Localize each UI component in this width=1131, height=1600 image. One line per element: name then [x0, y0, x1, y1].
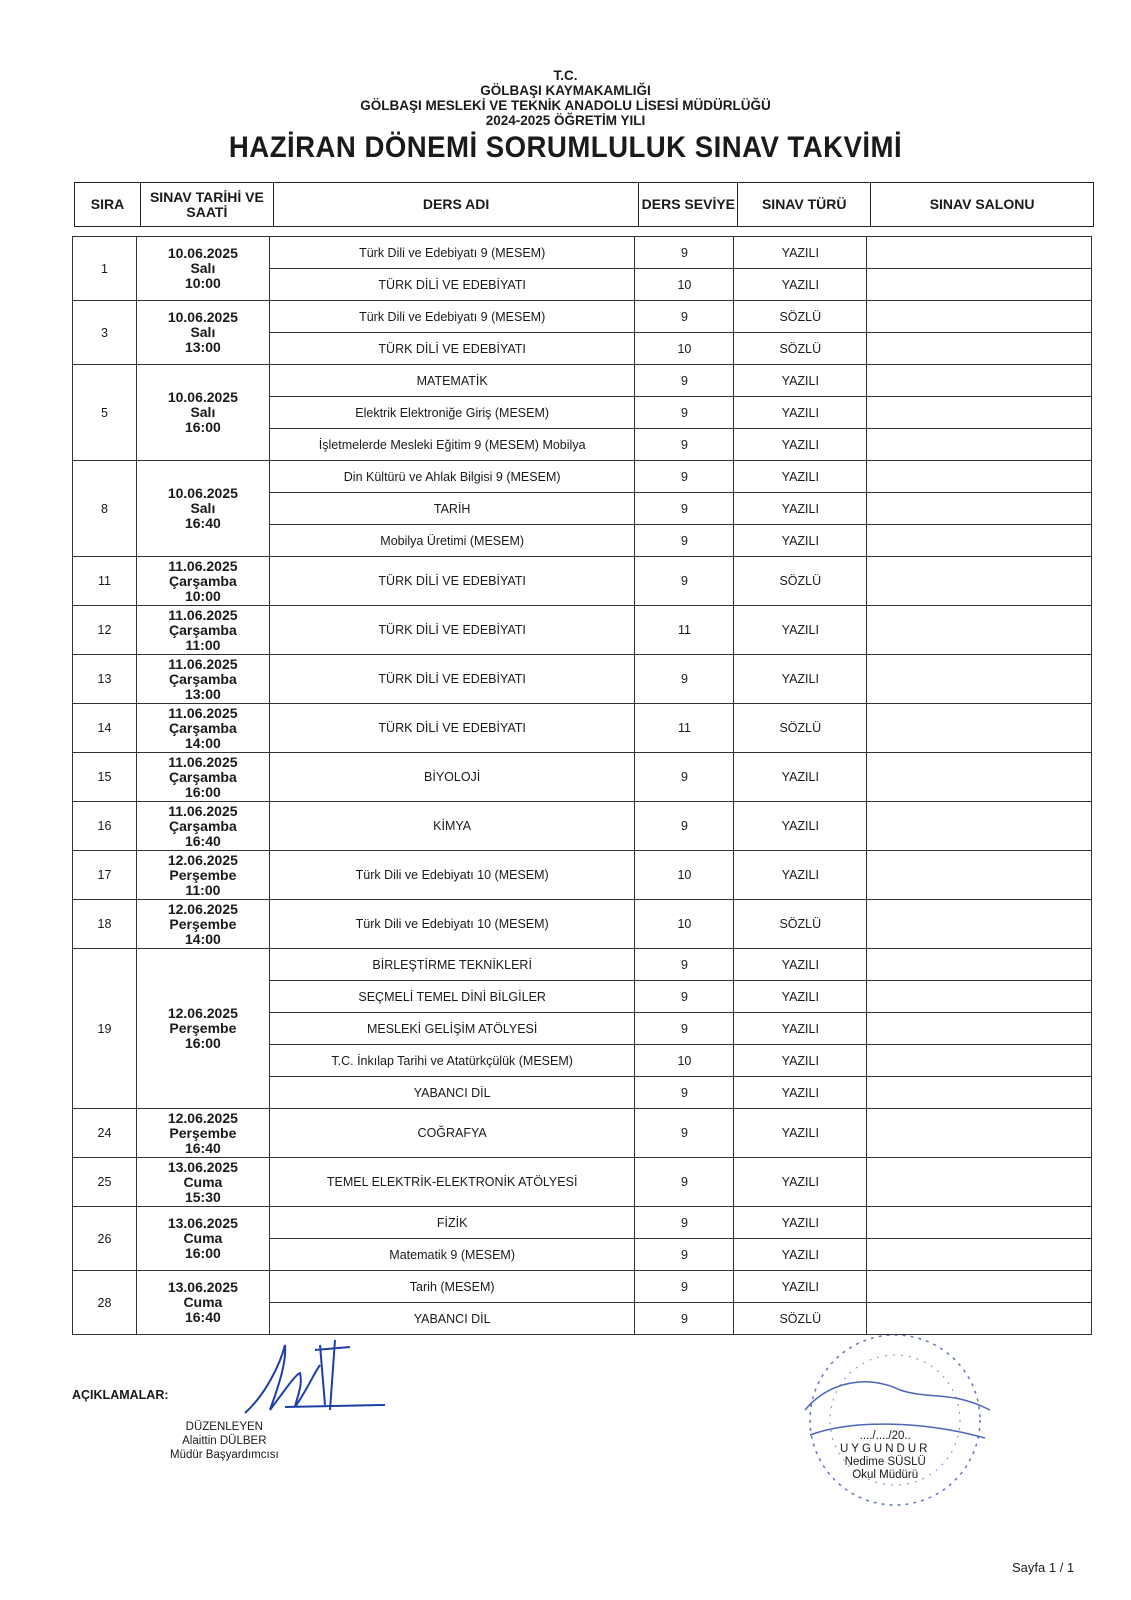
salon-cell [867, 333, 1092, 365]
onay-name: Nedime SÜSLÜ [844, 1456, 926, 1468]
header-line-tc: T.C. [553, 68, 578, 83]
exam-time: 16:00 [184, 1035, 221, 1051]
exam-day: Çarşamba [169, 621, 237, 638]
seviye-cell: 10 [635, 269, 734, 301]
ders-cell: Türk Dili ve Edebiyatı 10 (MESEM) [269, 900, 635, 949]
ders-cell: TÜRK DİLİ VE EDEBİYATI [269, 606, 635, 655]
ders-cell: İşletmelerde Mesleki Eğitim 9 (MESEM) Mobilya [269, 429, 635, 461]
date-time-cell [136, 365, 269, 461]
ders-cell: TÜRK DİLİ VE EDEBİYATI [269, 333, 635, 365]
ders-cell: Mobilya Üretimi (MESEM) [269, 525, 635, 557]
exam-day: Çarşamba [169, 670, 237, 687]
exam-day: Salı [190, 500, 216, 516]
ders-cell: TÜRK DİLİ VE EDEBİYATI [269, 269, 635, 301]
salon-cell [867, 802, 1092, 851]
salon-cell [867, 1045, 1092, 1077]
salon-cell [867, 981, 1092, 1013]
date-time-cell [136, 237, 269, 301]
col-header-tarih: SINAV TARİHİ VE SAATİ [140, 183, 273, 227]
table-row [73, 802, 1092, 851]
exam-time: 14:00 [184, 734, 221, 751]
tur-cell: SÖZLÜ [734, 301, 867, 333]
salon-cell [867, 237, 1092, 269]
tur-cell: YAZILI [734, 1077, 867, 1109]
tur-cell: YAZILI [734, 981, 867, 1013]
seviye-cell: 9 [635, 301, 734, 333]
sira-cell: 15 [73, 753, 137, 802]
table-row [73, 365, 1092, 397]
exam-date: 10.06.2025 [167, 485, 238, 501]
date-time-cell [136, 655, 269, 704]
tur-cell: YAZILI [734, 269, 867, 301]
tur-cell: YAZILI [734, 851, 867, 900]
ders-cell: BİRLEŞTİRME TEKNİKLERİ [269, 949, 635, 981]
ders-cell: MESLEKİ GELİŞİM ATÖLYESİ [269, 1013, 635, 1045]
tur-cell: YAZILI [734, 655, 867, 704]
sira-cell: 24 [73, 1109, 137, 1158]
exam-schedule-table [72, 236, 1092, 1335]
exam-time: 10:00 [184, 587, 221, 604]
tur-cell: YAZILI [734, 1271, 867, 1303]
seviye-cell: 9 [635, 525, 734, 557]
tur-cell: SÖZLÜ [734, 900, 867, 949]
seviye-cell: 10 [635, 333, 734, 365]
ders-cell: T.C. İnkılap Tarihi ve Atatürkçülük (MESEM) [269, 1045, 635, 1077]
date-time-cell [136, 1207, 269, 1271]
date-time-cell [136, 1109, 269, 1158]
ders-cell: Türk Dili ve Edebiyatı 9 (MESEM) [269, 301, 635, 333]
ders-cell: KİMYA [269, 802, 635, 851]
tur-cell: YAZILI [734, 753, 867, 802]
table-row [73, 461, 1092, 493]
sira-cell: 28 [73, 1271, 137, 1335]
sira-cell: 5 [73, 365, 137, 461]
duzenleyen-name: Alaittin DÜLBER [182, 1435, 267, 1447]
seviye-cell: 10 [635, 900, 734, 949]
exam-date: 11.06.2025 [168, 753, 238, 770]
date-time-cell [136, 461, 269, 557]
seviye-cell: 10 [635, 851, 734, 900]
ders-cell: TÜRK DİLİ VE EDEBİYATI [269, 704, 635, 753]
ders-cell: FİZİK [269, 1207, 635, 1239]
seviye-cell: 9 [635, 429, 734, 461]
date-time-cell [136, 301, 269, 365]
exam-day: Cuma [183, 1294, 223, 1310]
exam-day: Çarşamba [169, 768, 237, 785]
tur-cell: YAZILI [734, 1013, 867, 1045]
exam-time: 16:00 [184, 419, 221, 435]
exam-day: Çarşamba [169, 719, 237, 736]
onay-block [840, 1430, 930, 1482]
tur-cell: SÖZLÜ [734, 1303, 867, 1335]
tur-cell: YAZILI [734, 525, 867, 557]
date-time-cell [136, 949, 269, 1109]
exam-date: 10.06.2025 [167, 245, 238, 261]
salon-cell [867, 704, 1092, 753]
date-time-cell [136, 1271, 269, 1335]
ders-cell: BİYOLOJİ [269, 753, 635, 802]
exam-date: 11.06.2025 [168, 606, 238, 623]
seviye-cell: 9 [635, 557, 734, 606]
tur-cell: SÖZLÜ [734, 704, 867, 753]
seviye-cell: 9 [635, 1271, 734, 1303]
salon-cell [867, 900, 1092, 949]
ders-cell: Türk Dili ve Edebiyatı 9 (MESEM) [269, 237, 635, 269]
sira-cell: 13 [73, 655, 137, 704]
document-header [0, 68, 1131, 166]
date-time-cell [136, 606, 269, 655]
date-time-cell [136, 802, 269, 851]
tur-cell: YAZILI [734, 493, 867, 525]
schedule-body [73, 237, 1092, 1335]
sira-cell: 16 [73, 802, 137, 851]
sira-cell: 3 [73, 301, 137, 365]
seviye-cell: 9 [635, 1077, 734, 1109]
tur-cell: YAZILI [734, 606, 867, 655]
salon-cell [867, 301, 1092, 333]
tur-cell: YAZILI [734, 949, 867, 981]
salon-cell [867, 1077, 1092, 1109]
exam-date: 11.06.2025 [168, 557, 238, 574]
duzenleyen-title: Müdür Başyardımcısı [170, 1449, 279, 1461]
col-header-sira: SIRA [75, 183, 141, 227]
onay-title: Okul Müdürü [852, 1469, 919, 1481]
salon-cell [867, 655, 1092, 704]
table-row [73, 301, 1092, 333]
seviye-cell: 9 [635, 981, 734, 1013]
date-time-cell [136, 1158, 269, 1207]
signature-left-icon [225, 1335, 395, 1425]
exam-day: Cuma [183, 1173, 223, 1190]
exam-day: Çarşamba [169, 572, 237, 589]
ders-cell: TEMEL ELEKTRİK-ELEKTRONİK ATÖLYESİ [269, 1158, 635, 1207]
exam-day: Salı [190, 404, 216, 420]
table-row [73, 851, 1092, 900]
tur-cell: YAZILI [734, 802, 867, 851]
ders-cell: TARİH [269, 493, 635, 525]
seviye-cell: 10 [635, 1045, 734, 1077]
ders-cell: Tarih (MESEM) [269, 1271, 635, 1303]
table-row [73, 237, 1092, 269]
sira-cell: 12 [73, 606, 137, 655]
exam-time: 13:00 [184, 685, 221, 702]
salon-cell [867, 525, 1092, 557]
tur-cell: SÖZLÜ [734, 557, 867, 606]
sira-cell: 26 [73, 1207, 137, 1271]
sira-cell: 17 [73, 851, 137, 900]
salon-cell [867, 851, 1092, 900]
sira-cell: 18 [73, 900, 137, 949]
ders-cell: Türk Dili ve Edebiyatı 10 (MESEM) [269, 851, 635, 900]
salon-cell [867, 1013, 1092, 1045]
seviye-cell: 9 [635, 753, 734, 802]
tur-cell: YAZILI [734, 1109, 867, 1158]
table-row [73, 1158, 1092, 1207]
exam-date: 12.06.2025 [167, 1109, 238, 1126]
exam-day: Çarşamba [169, 817, 237, 834]
seviye-cell: 11 [635, 704, 734, 753]
salon-cell [867, 461, 1092, 493]
exam-date: 10.06.2025 [167, 389, 238, 405]
date-time-cell [136, 900, 269, 949]
seviye-cell: 9 [635, 1207, 734, 1239]
tur-cell: YAZILI [734, 461, 867, 493]
salon-cell [867, 269, 1092, 301]
salon-cell [867, 557, 1092, 606]
table-row [73, 1271, 1092, 1303]
date-time-cell [136, 851, 269, 900]
school-stamp-icon [790, 1320, 1010, 1520]
salon-cell [867, 429, 1092, 461]
sira-cell: 14 [73, 704, 137, 753]
exam-time: 14:00 [184, 930, 221, 947]
salon-cell [867, 1207, 1092, 1239]
header-line-kaymakamlik: GÖLBAŞI KAYMAKAMLIĞI [480, 83, 651, 98]
duzenleyen-label: DÜZENLEYEN [185, 1421, 263, 1433]
ders-cell: Din Kültürü ve Ahlak Bilgisi 9 (MESEM) [269, 461, 635, 493]
exam-time: 15:30 [184, 1188, 221, 1205]
column-header-table [74, 182, 1094, 227]
ders-cell: YABANCI DİL [269, 1303, 635, 1335]
seviye-cell: 9 [635, 237, 734, 269]
ders-cell: YABANCI DİL [269, 1077, 635, 1109]
salon-cell [867, 606, 1092, 655]
exam-date: 13.06.2025 [167, 1215, 238, 1231]
tur-cell: YAZILI [734, 237, 867, 269]
exam-time: 16:40 [184, 1309, 221, 1325]
seviye-cell: 9 [635, 1303, 734, 1335]
exam-time: 16:40 [184, 1139, 221, 1156]
date-time-cell [136, 704, 269, 753]
exam-date: 12.06.2025 [167, 851, 238, 868]
exam-time: 11:00 [185, 881, 221, 898]
exam-day: Salı [190, 260, 216, 276]
seviye-cell: 9 [635, 461, 734, 493]
exam-date: 12.06.2025 [167, 1005, 238, 1021]
sira-cell: 1 [73, 237, 137, 301]
salon-cell [867, 1239, 1092, 1271]
table-row [73, 655, 1092, 704]
header-line-year: 2024-2025 ÖĞRETİM YILI [485, 113, 646, 128]
table-row [73, 606, 1092, 655]
seviye-cell: 9 [635, 1239, 734, 1271]
table-row [73, 900, 1092, 949]
exam-date: 13.06.2025 [167, 1279, 238, 1295]
seviye-cell: 9 [635, 365, 734, 397]
salon-cell [867, 365, 1092, 397]
date-time-cell [136, 753, 269, 802]
salon-cell [867, 949, 1092, 981]
ders-cell: Elektrik Elektroniğe Giriş (MESEM) [269, 397, 635, 429]
ders-cell: SEÇMELİ TEMEL DİNİ BİLGİLER [269, 981, 635, 1013]
table-row [73, 704, 1092, 753]
table-row [73, 1207, 1092, 1239]
table-row [73, 557, 1092, 606]
ders-cell: COĞRAFYA [269, 1109, 635, 1158]
ders-cell: Matematik 9 (MESEM) [269, 1239, 635, 1271]
tur-cell: SÖZLÜ [734, 333, 867, 365]
seviye-cell: 9 [635, 655, 734, 704]
sira-cell: 19 [73, 949, 137, 1109]
table-row [73, 753, 1092, 802]
tur-cell: YAZILI [734, 397, 867, 429]
col-header-tur: SINAV TÜRÜ [738, 183, 871, 227]
header-line-school: GÖLBAŞI MESLEKİ VE TEKNİK ANADOLU LİSESİ MÜDÜRLÜĞÜ [360, 98, 771, 113]
seviye-cell: 11 [635, 606, 734, 655]
table-row [73, 949, 1092, 981]
exam-day: Cuma [183, 1230, 223, 1246]
exam-time: 10:00 [184, 275, 221, 291]
exam-date: 11.06.2025 [168, 655, 238, 672]
ders-cell: MATEMATİK [269, 365, 635, 397]
seviye-cell: 9 [635, 1158, 734, 1207]
seviye-cell: 9 [635, 1013, 734, 1045]
exam-time: 13:00 [184, 339, 221, 355]
salon-cell [867, 493, 1092, 525]
document-title: HAZİRAN DÖNEMİ SORUMLULUK SINAV TAKVİMİ [228, 131, 903, 164]
exam-time: 16:00 [184, 783, 221, 800]
ders-cell: TÜRK DİLİ VE EDEBİYATI [269, 655, 635, 704]
exam-time: 16:00 [184, 1245, 221, 1261]
tur-cell: YAZILI [734, 429, 867, 461]
exam-date: 11.06.2025 [168, 704, 238, 721]
duzenleyen-block [170, 1420, 279, 1462]
salon-cell [867, 1158, 1092, 1207]
col-header-seviye: DERS SEVİYE [639, 183, 738, 227]
aciklamalar-label: AÇIKLAMALAR: [72, 1388, 169, 1402]
page-number: Sayfa 1 / 1 [1012, 1560, 1075, 1575]
tur-cell: YAZILI [734, 1207, 867, 1239]
exam-date: 11.06.2025 [168, 802, 238, 819]
seviye-cell: 9 [635, 1109, 734, 1158]
onay-date: ..../..../20.. [859, 1430, 911, 1442]
onay-label: UYGUNDUR [840, 1443, 931, 1455]
exam-day: Perşembe [169, 1020, 237, 1036]
exam-time: 16:40 [184, 832, 221, 849]
sira-cell: 25 [73, 1158, 137, 1207]
exam-day: Perşembe [169, 866, 237, 883]
tur-cell: YAZILI [734, 1045, 867, 1077]
exam-day: Perşembe [169, 915, 237, 932]
tur-cell: YAZILI [734, 365, 867, 397]
col-header-ders: DERS ADI [273, 183, 639, 227]
seviye-cell: 9 [635, 949, 734, 981]
exam-date: 12.06.2025 [167, 900, 238, 917]
salon-cell [867, 1109, 1092, 1158]
exam-date: 10.06.2025 [167, 309, 238, 325]
seviye-cell: 9 [635, 802, 734, 851]
exam-date: 13.06.2025 [167, 1158, 238, 1175]
col-header-salon: SINAV SALONU [871, 183, 1094, 227]
seviye-cell: 9 [635, 397, 734, 429]
tur-cell: YAZILI [734, 1239, 867, 1271]
tur-cell: YAZILI [734, 1158, 867, 1207]
sira-cell: 11 [73, 557, 137, 606]
salon-cell [867, 1271, 1092, 1303]
exam-day: Perşembe [169, 1124, 237, 1141]
exam-time: 11:00 [185, 636, 221, 653]
sira-cell: 8 [73, 461, 137, 557]
exam-day: Salı [190, 324, 216, 340]
exam-time: 16:40 [184, 515, 221, 531]
seviye-cell: 9 [635, 493, 734, 525]
date-time-cell [136, 557, 269, 606]
table-row [73, 1109, 1092, 1158]
ders-cell: TÜRK DİLİ VE EDEBİYATI [269, 557, 635, 606]
salon-cell [867, 753, 1092, 802]
salon-cell [867, 397, 1092, 429]
